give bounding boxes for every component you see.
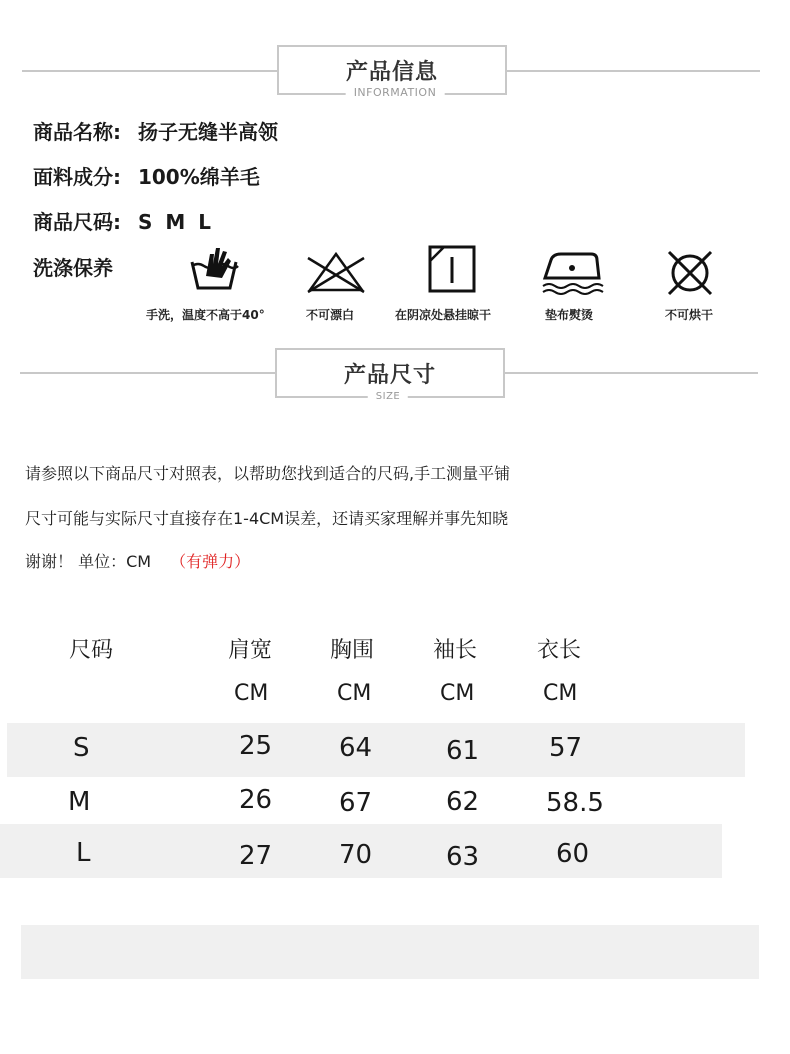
row-m-shoulder: 26 xyxy=(239,785,273,815)
care-label-iron: 垫布熨烫 xyxy=(545,308,594,322)
care-label-hand-wash: 手洗，温度不高于40° xyxy=(146,308,265,322)
size-row xyxy=(33,206,214,235)
row-m-size: M xyxy=(68,787,91,817)
row-m-length: 58.5 xyxy=(546,788,604,818)
note-line-1: 请参照以下商品尺寸对照表，以帮助您找到适合的尺码,手工测量平铺 xyxy=(25,464,511,483)
row-l-size: L xyxy=(76,838,91,868)
product-name-row xyxy=(33,116,278,145)
size-subtitle: SIZE xyxy=(368,391,408,402)
row-s-size: S xyxy=(73,733,90,763)
row-l-sleeve: 63 xyxy=(446,842,480,872)
care-label-no-tumble-dry: 不可烘干 xyxy=(665,308,714,322)
row-s-length: 57 xyxy=(549,733,583,763)
note-unit-text: 谢谢！ 单位：CM xyxy=(25,552,152,571)
unit-sleeve: CM xyxy=(440,681,475,706)
care-label: 洗涤保养 xyxy=(33,256,113,280)
footer-band xyxy=(21,925,759,979)
size-value: S M L xyxy=(137,210,214,234)
product-name-label: 商品名称: xyxy=(33,120,121,144)
row-s-chest: 64 xyxy=(339,733,373,763)
info-rule-right xyxy=(506,70,760,72)
row-m-chest: 67 xyxy=(339,788,373,818)
iron-with-cloth-icon xyxy=(539,248,605,298)
no-bleach-icon xyxy=(304,248,368,294)
note-line-2: 尺寸可能与实际尺寸直接存在1-4CM误差，还请买家理解并事先知晓 xyxy=(25,509,509,528)
row-s-sleeve: 61 xyxy=(446,736,480,766)
fabric-label: 面料成分: xyxy=(33,165,121,189)
fabric-value: 100%绵羊毛 xyxy=(137,165,260,189)
size-label: 商品尺码: xyxy=(33,210,121,234)
care-label-shade-dry: 在阴凉处悬挂晾干 xyxy=(395,308,492,322)
row-m-sleeve: 62 xyxy=(446,787,480,817)
row-l-chest: 70 xyxy=(339,840,373,870)
row-s-shoulder: 25 xyxy=(239,731,273,761)
row-l-shoulder: 27 xyxy=(239,841,273,871)
unit-chest: CM xyxy=(337,681,372,706)
unit-shoulder: CM xyxy=(234,681,269,706)
row-l-length: 60 xyxy=(556,839,590,869)
header-chest: 胸围 xyxy=(330,638,375,663)
info-subtitle: INFORMATION xyxy=(346,86,445,99)
unit-length: CM xyxy=(543,681,578,706)
note-elastic-text: （有弹力） xyxy=(170,552,251,571)
header-shoulder: 肩宽 xyxy=(228,638,273,663)
size-rule-left xyxy=(20,372,276,374)
size-title: 产品尺寸 xyxy=(343,363,436,388)
header-sleeve: 袖长 xyxy=(433,638,478,663)
fabric-row xyxy=(33,161,260,190)
no-tumble-dry-icon xyxy=(663,248,717,298)
info-title: 产品信息 xyxy=(345,60,438,85)
info-rule-left xyxy=(22,70,278,72)
shade-dry-icon xyxy=(426,243,478,295)
size-rule-right xyxy=(504,372,758,374)
header-size: 尺码 xyxy=(69,638,114,663)
table-band-row-s xyxy=(7,723,745,777)
product-name-value: 扬子无缝半高领 xyxy=(137,120,278,144)
care-label-no-bleach: 不可漂白 xyxy=(306,308,355,322)
hand-wash-icon xyxy=(186,240,242,294)
header-length: 衣长 xyxy=(537,638,582,663)
note-line-3 xyxy=(25,549,250,572)
